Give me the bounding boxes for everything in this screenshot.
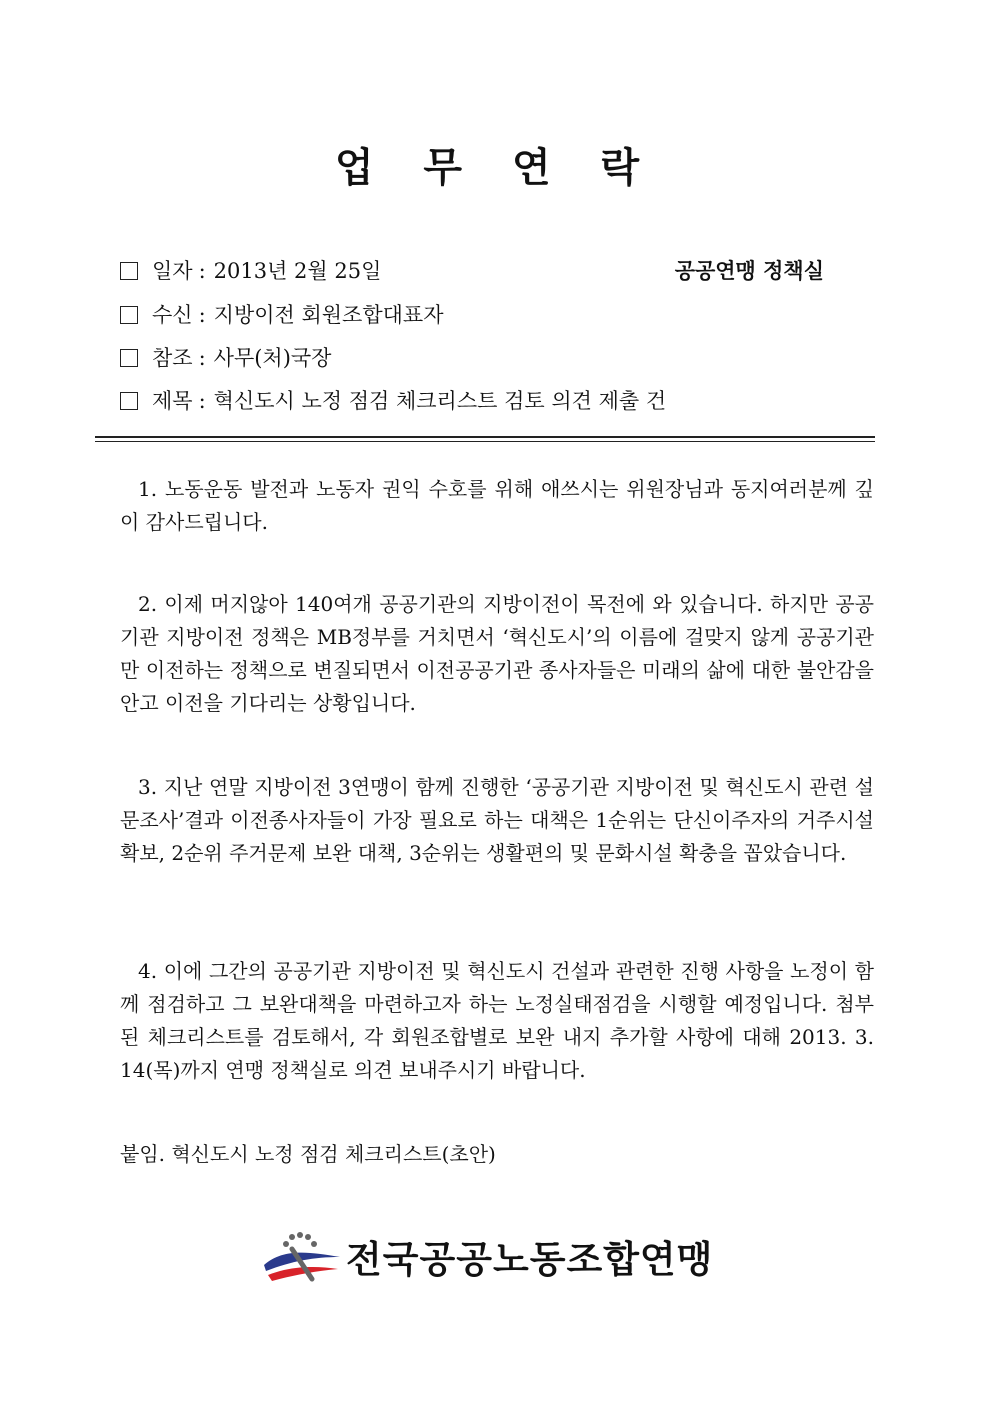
meta-colon: : (198, 303, 206, 327)
org-logo (262, 1227, 822, 1283)
document-title: 업 무 연 락 (334, 144, 658, 191)
paragraph-1: 1. 노동운동 발전과 노동자 권익 수호를 위해 애쓰시는 위원장님과 동지여러분께 깊이 감사드립니다. (120, 477, 874, 534)
meta-row-reference (120, 343, 876, 373)
checkbox-icon (120, 349, 138, 367)
divider-line-thin (95, 441, 875, 442)
meta-label: 제목 (152, 389, 193, 413)
paragraph-3: 3. 지난 연말 지방이전 3연맹이 함께 진행한 ‘공공기관 지방이전 및 혁신도시 관련 설문조사’결과 이전종사자들이 가장 필요로 하는 대책은 1순위는 단신이주자의 거주시설 확보, 2순위 주거문제 보완 대책, 3순위는 생활편의 및 문화시설 확충을 꼽았습니다. (120, 775, 874, 865)
meta-value: 혁신도시 노정 점검 체크리스트 검토 의견 제출 건 (213, 389, 667, 413)
meta-colon: : (198, 346, 206, 370)
meta-row-subject (120, 386, 876, 416)
meta-label: 참조 (152, 346, 193, 370)
meta-colon: : (198, 259, 206, 283)
checkbox-icon (120, 262, 138, 280)
meta-value: 사무(처)국장 (213, 346, 332, 370)
checkbox-icon (120, 306, 138, 324)
divider-line (95, 436, 875, 438)
meta-row-date (120, 256, 876, 286)
meta-colon: : (198, 389, 206, 413)
paragraph-4: 4. 이에 그간의 공공기관 지방이전 및 혁신도시 건설과 관련한 진행 사항을 노정이 함께 점검하고 그 보완대책을 마련하고자 하는 노정실태점검을 시행할 예정입니다. 첨부된 체크리스트를 검토해서, 각 회원조합별로 보완 내지 추가할 사항에 대해 2013. 3. 14(목)까지 연맹 정책실로 의견 보내주시기 바랍니다. (120, 959, 874, 1082)
org-emblem-icon (262, 1227, 342, 1283)
sender-office: 공공연맹 정책실 (674, 258, 824, 283)
attachment-note: 붙임. 혁신도시 노정 점검 체크리스트(초안) (120, 1142, 496, 1166)
meta-label: 수신 (152, 303, 193, 327)
checkbox-icon (120, 392, 138, 410)
paragraph-2: 2. 이제 머지않아 140여개 공공기관의 지방이전이 목전에 와 있습니다. 하지만 공공기관 지방이전 정책은 MB정부를 거치면서 ‘혁신도시’의 이름에 걸맞지 않게 공공기관만 이전하는 정책으로 변질되면서 이전공공기관 종사자들은 미래의 삶에 대한 불안감을 안고 이전을 기다리는 상황입니다. (120, 592, 874, 715)
meta-value: 2013년 2월 25일 (213, 259, 382, 283)
meta-row-recipient (120, 300, 876, 330)
meta-label: 일자 (152, 259, 193, 283)
meta-value: 지방이전 회원조합대표자 (213, 303, 444, 327)
org-name: 전국공공노동조합연맹 (346, 1238, 714, 1281)
